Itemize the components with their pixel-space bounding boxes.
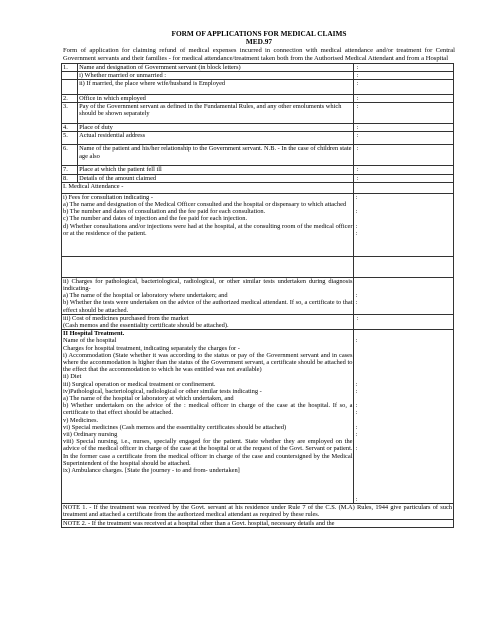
item-text: Details of the amount claimed [78,174,354,182]
table-row [62,124,454,132]
item-text: i) Whether married or unmarried : [78,71,354,79]
item-number: 8. [62,174,78,182]
answer-field[interactable]: : [354,124,454,132]
table-row [62,174,454,182]
answer-field[interactable]: : [354,95,454,103]
answer-field[interactable]: : : [354,277,454,314]
table-row [62,330,454,504]
charges-block: ii) Charges for pathological, bacteriological, radiological, or other similar tests undertaken during diagnosis indicating- a) The name of the hospital or laboratory where undertaken; and b) Whether the tests were undertaken on the advice of the authorized medical attendant. If so, a certificate to that effect should be attached. [63,277,353,314]
table-row [62,71,454,79]
table-row [62,63,454,71]
form-intro: Form of application for claiming refund of medical expenses incurred in connection with medical attendance and/or treatment for Central Government servants and their families - for medical attendance/treatment taken both from the Authorised Medical Attendant and from a Hospital [63,47,455,62]
answer-field[interactable]: : : : : : : : : : [354,330,454,504]
note-2: NOTE 2. - If the treatment was received at a hospital other than a Govt. hospital, necessary details and the [62,519,454,527]
answer-field[interactable]: : [354,103,454,124]
item-number: 5. [62,132,78,145]
table-row [62,95,454,103]
table-row [62,103,454,124]
item-number: 7. [62,166,78,174]
item-text: Name of the patient and his/her relationship to the Government servant. N.B. - In the case of children state age also [78,145,354,166]
table-row [62,80,454,95]
item-text: Office in which employed [78,95,354,103]
table-row [62,145,454,166]
answer-field[interactable] [354,256,454,277]
item-number: 3. [62,103,78,124]
table-row [62,166,454,174]
table-row [62,504,454,519]
section-heading-medical-attendance: I. Medical Attendance - [62,182,354,193]
answer-field[interactable]: : [354,145,454,166]
item-number [62,71,78,79]
item-number: 6. [62,145,78,166]
item-number: 4. [62,124,78,132]
answer-field[interactable]: : [354,63,454,71]
fees-block: i) Fees for consultation indicating - a) The name and designation of the Medical Officer consulted and the hospital or dispensary to which attached b) The number and dates of consultation and the fee paid for each consultation. c) The number and dates of injection and the fee paid for each injection. d) Whether consultations and/or injections were had at the hospital, at the consulting room of the medical officer or at the residence of the patient. [62,193,354,256]
medicines-block: iii) Cost of medicines purchased from the market (Cash memos and the essentiality certificate should be attached). [62,314,354,329]
item-text: Name and designation of Government servant (in block letters) [78,63,354,71]
table-row [62,193,454,256]
table-row [62,256,454,277]
table-row [62,519,454,527]
answer-field[interactable]: : [354,314,454,329]
answer-field[interactable]: : [354,71,454,79]
answer-field[interactable] [354,182,454,193]
form-title: FORM OF APPLICATIONS FOR MEDICAL CLAIMS [171,29,347,38]
item-number [62,80,78,95]
table-row [62,182,454,193]
item-text: Place of duty [78,124,354,132]
table-row [62,314,454,329]
item-text: ii) If married, the place where wife/husband is Employed [78,80,354,95]
note-1: NOTE 1. - If the treatment was received by the Govt. servant at his residence under Rule 7 of the C.S. (M.A) Rules, 1944 give particulars of such treatment and attached a certificate from the authorized medical attendant as required by these rules. [63,504,452,519]
answer-field[interactable]: : [354,174,454,182]
item-number: 1. [62,63,78,71]
answer-field[interactable]: : [354,166,454,174]
table-row [62,277,454,314]
item-text: Actual residential address [78,132,354,145]
item-text: Place at which the patient fell ill [78,166,354,174]
form-code: MED.97 [245,37,273,47]
details-table [61,63,454,528]
hospital-treatment-block: II Hospital Treatment. Name of the hospital Charges for hospital treatment, indicating separately the charges for - i) Accommodation (State whether it was according to the status or pay of the Government servant and in cases where the accommodation is higher than the status of the Government servant, a certificate should be attached to the effect that the accommodation to which he was entitled was not available) ii) Diet iii) Surgical operation or medical treatment or confinement. iv)Pathological, bacteriological, radiological or other similar tests indicating - a) The name of the hospital or laboratory at which undertaken, and b) Whether undertaken on the advice of the : medical officer in charge of the case at the hospital. If so, a certificate to that effect should be attached. v) Medicines. vi) Special medicines (Cash memos and the essentiality certificates should be attached) vii) Ordinary nursing viii) Special nursing, i.e., nurses, specially engaged for the patient. State whether they are employed on the advice of the medical officer in charge of the case at the hospital or at the request of the Govt. Servant or patient. In the former case a certificate from the medical officer in charge of the case and countersigned by the Medical Superintendent of the hospital should be attached. ix) Ambulance charges. [State the journey - to and from- undertaken] [62,330,354,504]
table-row [62,132,454,145]
item-text: Pay of the Government servant as defined in the Fundamental Rules, and any other emoluments which should be shown separately [78,103,354,124]
answer-field[interactable]: : [354,80,454,95]
answer-field[interactable]: : : : : [354,193,454,256]
item-number: 2. [62,95,78,103]
answer-field[interactable]: : [354,132,454,145]
